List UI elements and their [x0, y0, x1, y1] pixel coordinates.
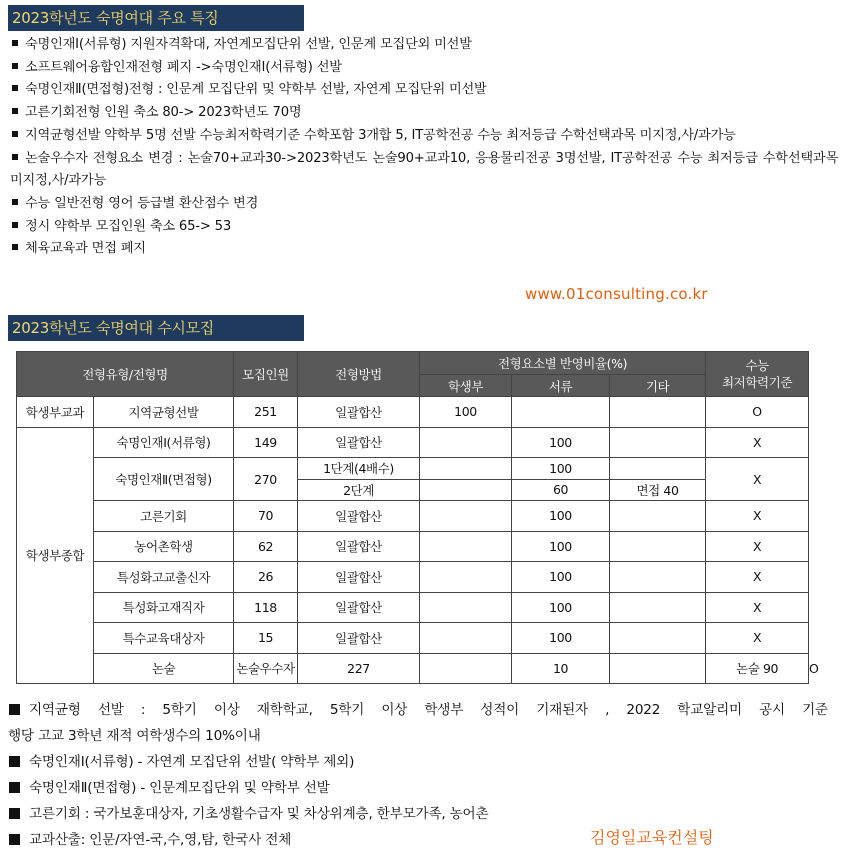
name-cell: 특성화고재직자: [94, 592, 234, 623]
docs-cell: [512, 397, 610, 428]
list-item: 고른기회전형 인원 축소 80-> 2023학년도 70명: [10, 102, 838, 125]
quota-cell: 149: [234, 427, 298, 458]
bullet-icon: [12, 85, 18, 91]
admission-table: [16, 351, 819, 684]
square-bullet-icon: [9, 808, 20, 819]
etc-cell: [610, 501, 706, 532]
docs-cell: [610, 653, 706, 684]
quota-cell: 62: [234, 531, 298, 562]
docs-cell: 60: [512, 479, 610, 501]
header-etc: 기타: [610, 375, 706, 397]
website-link[interactable]: www.01consulting.co.kr: [525, 285, 708, 303]
list-item: 숙명인재Ⅰ(서류형) 지원자격확대, 자연계모집단위 선발, 인문계 모집단외 미선발: [10, 34, 838, 57]
bullet-icon: [12, 154, 18, 160]
table-row: [17, 531, 809, 562]
method-cell: 일괄합산: [298, 427, 420, 458]
list-item: 지역균형 선발 : 5학기 이상 재학학교, 5학기 이상 학생부 성적이 기재된자 , 2022 학교알리미 공시 기준: [8, 697, 828, 723]
docs-cell: 100: [512, 531, 610, 562]
table-row: [17, 623, 809, 654]
docs-cell: 100: [512, 427, 610, 458]
etc-cell: [610, 623, 706, 654]
table-row: [17, 562, 809, 593]
name-cell: 특수교육대상자: [94, 623, 234, 654]
name-cell: 숙명인재Ⅱ(면접형): [94, 458, 234, 501]
name-cell: 지역균형선발: [94, 397, 234, 428]
record-cell: 100: [420, 397, 512, 428]
csat-cell: X: [706, 623, 809, 654]
square-bullet-icon: [9, 704, 20, 715]
quota-cell: 118: [234, 592, 298, 623]
list-item: 정시 약학부 모집인원 축소 65-> 53: [10, 216, 838, 239]
group-cell: 학생부교과: [17, 397, 94, 428]
name-cell: 특성화고교출신자: [94, 562, 234, 593]
etc-cell: [610, 562, 706, 593]
method-cell: 일괄합산: [298, 397, 420, 428]
features-list: [10, 34, 838, 261]
quota-cell: 227: [298, 653, 420, 684]
csat-cell: X: [706, 501, 809, 532]
list-item: 논술우수자 전형요소 변경 : 논술70+교과30->2023학년도 논술90+교과10, 응용물리전공 3명선발, IT공학전공 수능 최저등급 수학선택과목 미지정,사/과가능: [10, 150, 838, 189]
header-quota: 모집인원: [234, 352, 298, 397]
record-cell: [420, 531, 512, 562]
bullet-icon: [12, 131, 18, 137]
brand-name: 김영일교육컨설팅: [590, 828, 714, 847]
etc-cell: [610, 531, 706, 562]
list-item: 교과산출: 인문/자연-국,수,영,탐, 한국사 전체: [8, 827, 828, 853]
record-cell: [420, 501, 512, 532]
name-cell: 숙명인재Ⅰ(서류형): [94, 427, 234, 458]
quota-cell: 251: [234, 397, 298, 428]
list-item: 고른기회 : 국가보훈대상자, 기초생활수급자 및 차상위계층, 한부모가족, 농어촌: [8, 801, 828, 827]
header-method: 전형방법: [298, 352, 420, 397]
table-row: [17, 427, 809, 458]
name-cell: 고른기회: [94, 501, 234, 532]
docs-cell: 100: [512, 592, 610, 623]
record-cell: [420, 427, 512, 458]
header-docs: 서류: [512, 375, 610, 397]
list-item: 숙명인재Ⅰ(서류형) - 자연계 모집단위 선발( 약학부 제외): [8, 749, 828, 775]
bullet-icon: [12, 40, 18, 46]
bullet-icon: [12, 199, 18, 205]
bullet-icon: [12, 108, 18, 114]
name-cell: 논술우수자: [234, 653, 298, 684]
csat-cell: X: [706, 531, 809, 562]
list-item: 소프트웨어융합인재전형 폐지 ->숙명인재Ⅰ(서류형) 선발: [10, 57, 838, 80]
list-item: 체육교육과 면접 폐지: [10, 238, 838, 261]
method-cell: 1단계(4배수): [298, 458, 420, 480]
square-bullet-icon: [9, 756, 20, 767]
csat-cell: X: [706, 427, 809, 458]
square-bullet-icon: [9, 834, 20, 845]
list-item: 숙명인재Ⅱ(면접형) - 인문계모집단위 및 약학부 선발: [8, 775, 828, 801]
list-item: 숙명인재Ⅱ(면접형)전형 : 인문계 모집단위 및 약학부 선발, 자연계 모집단위 미선발: [10, 79, 838, 102]
record-cell: [420, 562, 512, 593]
csat-cell: O: [706, 397, 809, 428]
method-cell: 일괄합산: [298, 531, 420, 562]
table-row: [17, 458, 809, 480]
bullet-icon: [12, 63, 18, 69]
group-cell: 논술: [94, 653, 234, 684]
csat-cell: X: [706, 458, 809, 501]
list-item: 수능 일반전형 영어 등급별 환산점수 변경: [10, 193, 838, 216]
header-type: 전형유형/전형명: [17, 352, 234, 397]
table-row: [17, 501, 809, 532]
quota-cell: 15: [234, 623, 298, 654]
etc-cell: [610, 427, 706, 458]
docs-cell: 100: [512, 623, 610, 654]
group-cell: 학생부종합: [17, 427, 94, 684]
method-cell: 일괄합산: [298, 562, 420, 593]
method-cell: [420, 653, 512, 684]
list-item: 행당 고교 3학년 재적 여학생수의 10%이내: [8, 728, 261, 744]
etc-cell: [610, 592, 706, 623]
record-cell: [420, 623, 512, 654]
etc-cell: [610, 458, 706, 480]
list-item: 지역균형선발 약학부 5명 선발 수능최저학력기준 수학포함 3개합 5, IT공학전공 수능 최저등급 수학선택과목 미지정,사/과가능: [10, 125, 838, 148]
quota-cell: 70: [234, 501, 298, 532]
section-title-features: 2023학년도 숙명여대 주요 특징: [8, 5, 304, 31]
header-csat: 수능 최저학력기준: [706, 352, 809, 397]
record-cell: [420, 479, 512, 501]
docs-cell: 100: [512, 458, 610, 480]
method-cell: 일괄합산: [298, 592, 420, 623]
record-cell: [420, 458, 512, 480]
table-row: [17, 397, 809, 428]
quota-cell: 26: [234, 562, 298, 593]
docs-cell: 100: [512, 501, 610, 532]
method-cell: 일괄합산: [298, 501, 420, 532]
bullet-icon: [12, 222, 18, 228]
etc-cell: [610, 397, 706, 428]
name-cell: 농어촌학생: [94, 531, 234, 562]
bullet-icon: [12, 244, 18, 250]
table-row: 논술 논술우수자 227 10 논술 90 O: [17, 653, 809, 684]
header-record: 학생부: [420, 375, 512, 397]
csat-cell: X: [706, 562, 809, 593]
method-cell: 2단계: [298, 479, 420, 501]
square-bullet-icon: [9, 782, 20, 793]
record-cell: 10: [512, 653, 610, 684]
csat-cell: X: [706, 592, 809, 623]
record-cell: [420, 592, 512, 623]
section-title-admission: 2023학년도 숙명여대 수시모집: [8, 315, 304, 341]
etc-cell: 논술 90: [706, 653, 809, 684]
etc-cell: 면접 40: [610, 479, 706, 501]
header-ratio: 전형요소별 반영비율(%): [420, 352, 706, 375]
quota-cell: 270: [234, 458, 298, 501]
table-row: [17, 592, 809, 623]
method-cell: 일괄합산: [298, 623, 420, 654]
docs-cell: 100: [512, 562, 610, 593]
